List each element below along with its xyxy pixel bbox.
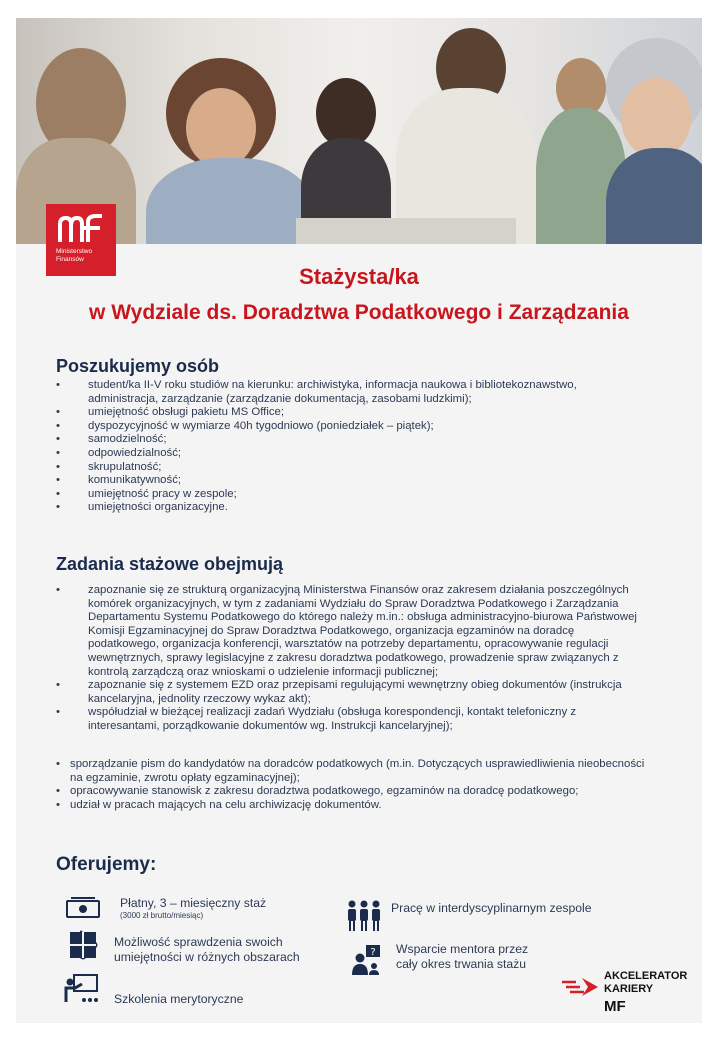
hero-photo <box>16 18 702 244</box>
list-item: • umiejętność pracy w zespole; <box>56 488 616 502</box>
tasks-heading: Zadania stażowe obejmują <box>56 554 284 574</box>
svg-text:?: ? <box>370 947 376 958</box>
department-title: w Wydziale ds. Doradztwa Podatkowego i Zarządzania <box>89 301 629 324</box>
ministry-logo <box>46 204 116 276</box>
offer-heading: Oferujemy: <box>56 854 157 875</box>
money-icon <box>66 896 100 918</box>
arrow-logo-icon <box>562 976 602 1000</box>
mentor-icon <box>350 944 382 976</box>
list-item: • zapoznanie się ze strukturą organizacyjną Ministerstwa Finansów oraz zakresem działania poszczególnych komórek organizacyjnych, w tym z zadaniami Wydziału do Spraw Doradztwa Podatkowego i Zarządzania Departamentu Systemu Podatkowego do którego należy m.in.: obsługa administracyjno-biurowa Państwowej Komisji Egzaminacyjnej do Spraw Doradztwa Podatkowego, organizacja egzaminów na doradcę podatkowego, organizacja konferencji, warsztatów na potrzeby departamentu, opracowywanie regulacji wewnętrznych, sprawy legislacyjne z zakresu doradztwa podatkowego, prowadzenie spraw związanych z kontrolą zarządczą oraz wnioskami o udzielenie informacji publicznej; <box>56 584 646 679</box>
list-item: • umiejętności organizacyjne. <box>56 501 616 515</box>
list-item: • dyspozycyjność w wymiarze 40h tygodniowo (poniedziałek – piątek); <box>56 420 616 434</box>
puzzle-icon <box>68 930 98 960</box>
list-item: • sporządzanie pism do kandydatów na doradców podatkowych (m.in. Dotyczących usprawiedliwienia nieobecności na egzaminie, zwrotu opłaty egzaminacyjnej); <box>56 758 646 785</box>
offer-team: Pracę w interdyscyplinarnym zespole <box>391 901 592 915</box>
team-icon <box>346 900 382 932</box>
tasks-list-continued <box>56 758 646 812</box>
offer-skills: Możliwość sprawdzenia swoich umiejętności w różnych obszarach <box>114 935 300 964</box>
presentation-icon <box>64 974 98 1004</box>
list-item: • opracowywanie stanowisk z zakresu doradztwa podatkowego, egzaminów na doradcę podatkowego; <box>56 785 646 799</box>
list-item: • student/ka II-V roku studiów na kierunku: archiwistyka, informacja naukowa i bibliotekoznawstwo, administracja, zarządzanie (zarządzanie dokumentacją, zasobami ludzkimi); <box>56 379 616 406</box>
requirements-list <box>56 379 616 515</box>
akcelerator-text: AKCELERATOR KARIERY <box>604 970 688 995</box>
job-title: Stażysta/ka <box>299 264 419 289</box>
requirements-heading: Poszukujemy osób <box>56 356 220 376</box>
offer-training: Szkolenia merytoryczne <box>114 992 244 1006</box>
list-item: • skrupulatność; <box>56 461 616 475</box>
list-item: • komunikatywność; <box>56 474 616 488</box>
list-item: • samodzielność; <box>56 433 616 447</box>
list-item: • zapoznanie się z systemem EZD oraz przepisami regulującymi wewnętrzny obieg dokumentów (instrukcja kancelaryjna, jednolity rzeczowy wykaz akt); <box>56 679 646 706</box>
akcelerator-mf: MF <box>604 998 626 1015</box>
job-poster <box>16 18 702 1023</box>
list-item: • odpowiedzialność; <box>56 447 616 461</box>
tasks-list <box>56 584 646 734</box>
list-item: • współudział w bieżącej realizacji zadań Wydziału (obsługa korespondencji, kontakt telefoniczny z interesantami, porządkowanie dokumentów wg. Instrukcji kancelaryjnej); <box>56 706 646 733</box>
logo-text: Ministerstwo Finansów <box>56 248 93 263</box>
offer-mentor: Wsparcie mentora przez cały okres trwania stażu <box>396 942 529 971</box>
list-item: • umiejętność obsługi pakietu MS Office; <box>56 406 616 420</box>
offer-paid: Płatny, 3 – miesięczny staż (3000 zł brutto/miesiąc) <box>120 896 267 920</box>
list-item: • udział w pracach mających na celu archiwizację dokumentów. <box>56 799 646 813</box>
mf-logo-icon <box>56 212 106 246</box>
